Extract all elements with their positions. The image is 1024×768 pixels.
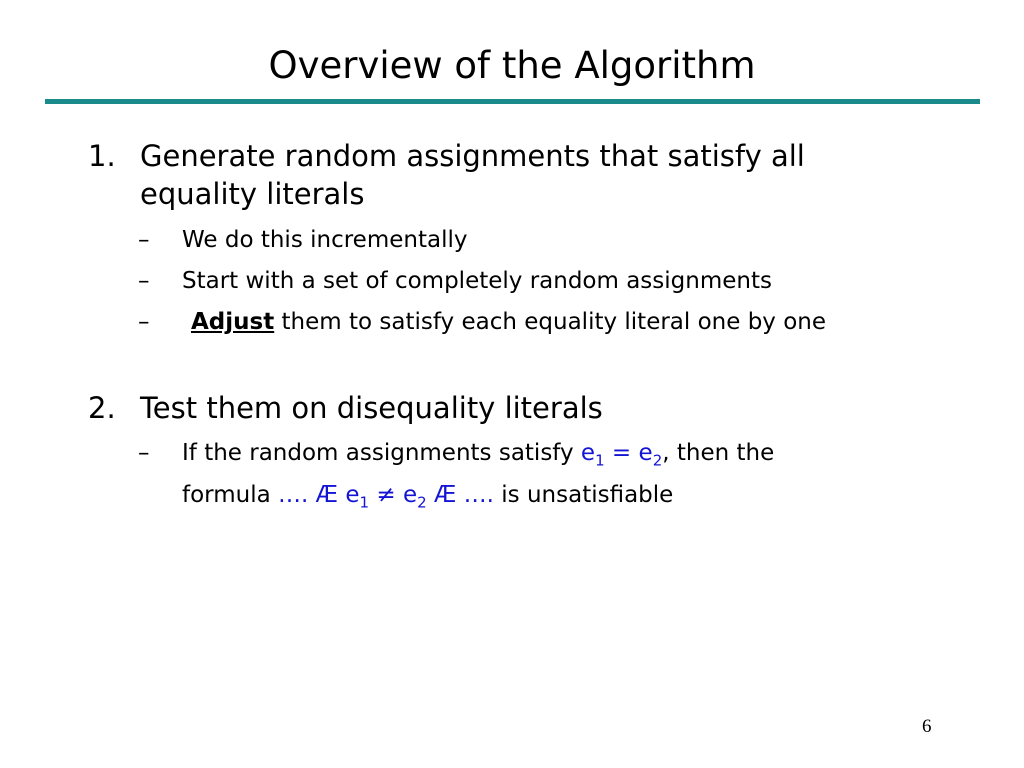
emphasis-adjust: Adjust: [191, 309, 275, 335]
sub-item-line2-prefix: formula: [182, 481, 278, 508]
math-subscript: 2: [417, 493, 427, 512]
sub-item-line1-prefix: If the random assignments satisfy: [182, 440, 581, 466]
math-operator: =: [604, 440, 639, 466]
list-item-1: [88, 137, 948, 217]
math-var: e: [580, 440, 596, 466]
sub-item: [138, 264, 958, 298]
page-number: 6: [922, 716, 932, 737]
formula-part: Æ ….: [426, 481, 494, 508]
sub-item-text: [182, 436, 942, 519]
sub-item-rest: them to satisfy each equality literal one by one: [274, 309, 827, 335]
list-item-2: [88, 389, 948, 429]
formula-part: …. Æ e: [278, 481, 360, 508]
math-subscript: 2: [652, 451, 663, 470]
sub-item: [138, 305, 958, 339]
sub-item-line1-suffix: , then the: [662, 440, 775, 466]
dash-bullet: –: [138, 268, 150, 294]
list-number: 2.: [88, 391, 116, 425]
dash-bullet: –: [138, 309, 150, 335]
sub-item: [138, 223, 958, 257]
sub-item-text: Start with a set of completely random assignments: [182, 268, 772, 294]
list-item-line: Generate random assignments that satisfy all: [140, 139, 805, 173]
dash-bullet: –: [138, 227, 150, 253]
math-var: e: [638, 440, 653, 466]
sub-item-text: [191, 305, 951, 339]
formula: [278, 481, 494, 512]
sub-item-text: We do this incrementally: [182, 227, 468, 253]
dash-bullet: –: [138, 440, 150, 466]
math-subscript: 1: [359, 493, 370, 512]
list-item-text: [140, 137, 900, 213]
equation: [580, 440, 663, 470]
list-item-line: equality literals: [140, 177, 365, 211]
list-item-text: Test them on disequality literals: [140, 391, 603, 425]
list-number: 1.: [88, 139, 116, 173]
formula-part: ≠ e: [369, 481, 418, 508]
math-subscript: 1: [595, 451, 605, 470]
sub-item-line2-suffix: is unsatisfiable: [493, 481, 674, 508]
slide-title: Overview of the Algorithm: [268, 44, 756, 87]
sub-item: [138, 436, 958, 512]
title-divider: [45, 99, 980, 104]
